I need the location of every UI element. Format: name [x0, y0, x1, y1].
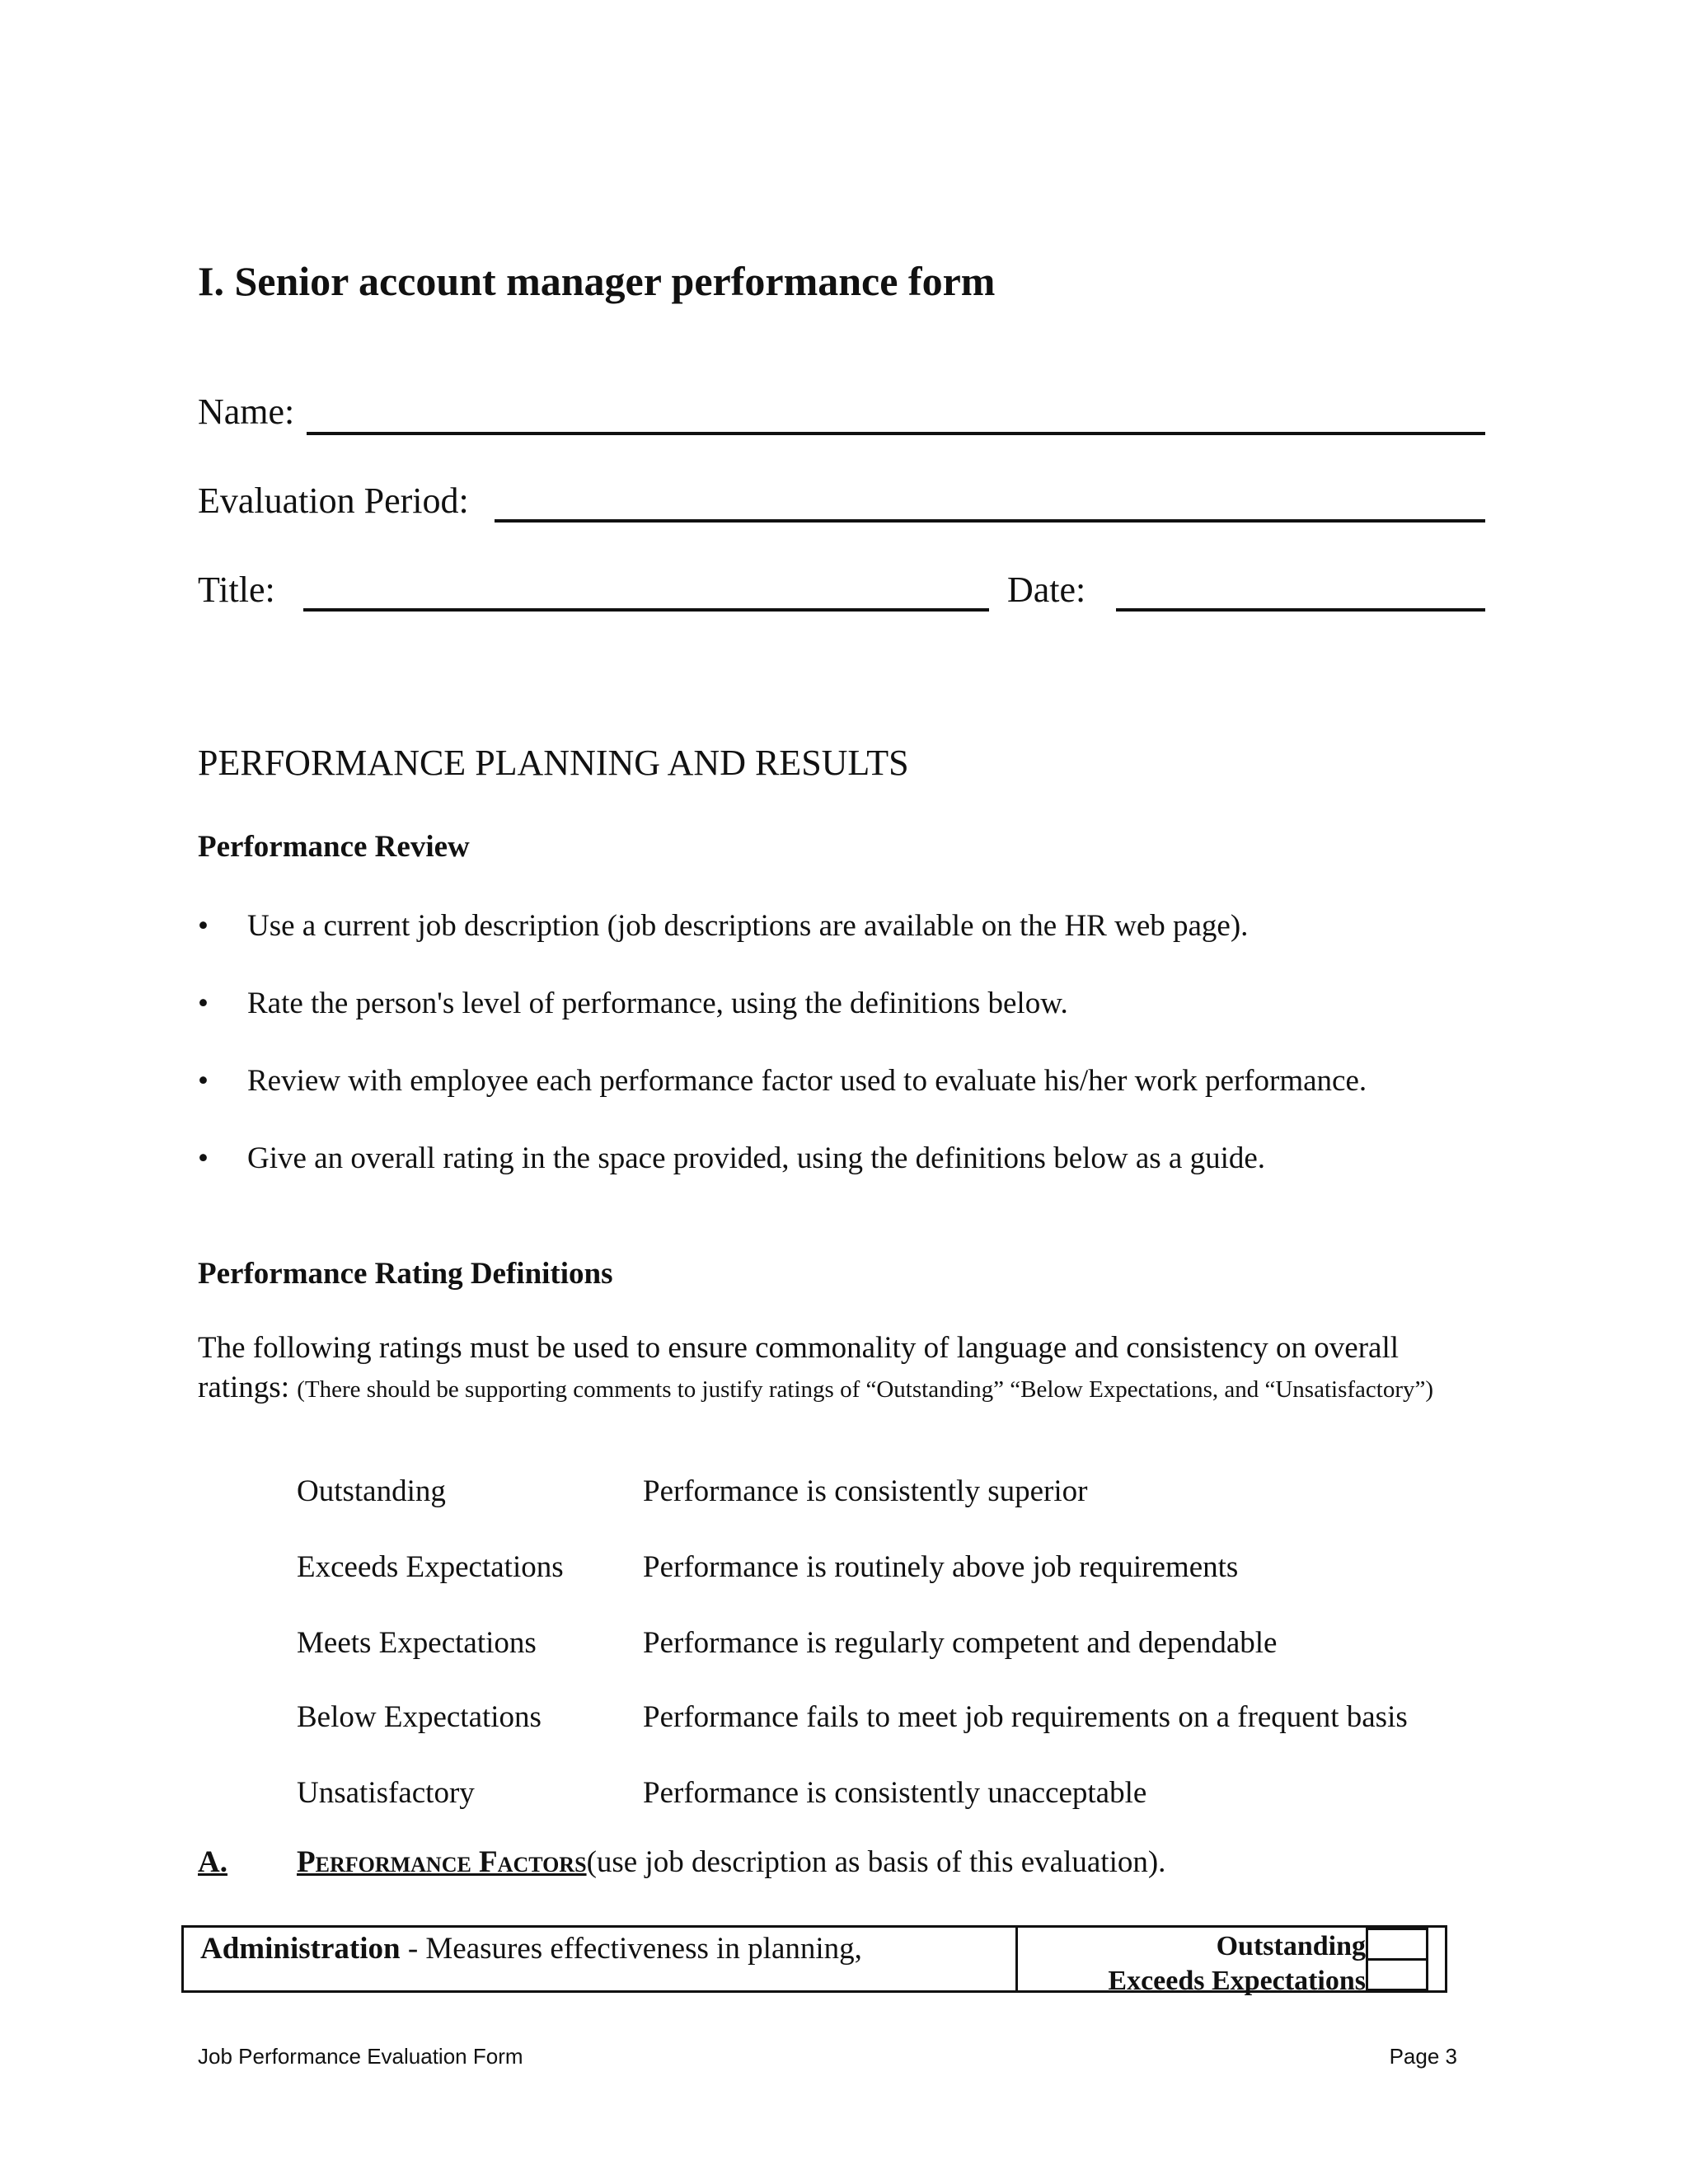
performance-review-heading: Performance Review [198, 830, 470, 864]
factor-description: - Measures effectiveness in planning, [400, 1932, 862, 1966]
rating-definition-exceeds: Performance is routinely above job requirements [643, 1550, 1239, 1584]
factor-title: Performance Factors [297, 1845, 587, 1879]
rating-definitions-heading: Performance Rating Definitions [198, 1257, 613, 1291]
performance-factors-heading [198, 1844, 1165, 1880]
rating-options [1108, 1929, 1366, 1999]
bullet-icon: • [198, 909, 209, 943]
rating-name-exceeds: Exceeds Expectations [297, 1550, 564, 1584]
definitions-intro-text: The following ratings must be used to ensure commonality of language and consistency on overall ratings: [198, 1331, 1400, 1404]
bullet-icon: • [198, 1141, 209, 1175]
factor-letter: A. [198, 1845, 227, 1879]
bullet-icon: • [198, 987, 209, 1020]
title-label: Title: [198, 569, 275, 610]
definitions-intro-note: (There should be supporting comments to justify ratings of “Outstanding” “Below Expectations, and “Unsatisfactory”) [297, 1376, 1434, 1403]
factor-table [181, 1925, 1447, 1996]
exceeds-checkbox[interactable] [1366, 1958, 1428, 1991]
evaluation-period-label: Evaluation Period: [198, 480, 469, 521]
rating-definition-meets: Performance is regularly competent and dependable [643, 1626, 1278, 1660]
date-label: Date: [1007, 569, 1086, 610]
name-field[interactable] [307, 432, 1485, 435]
rating-name-below: Below Expectations [297, 1700, 542, 1734]
bullet-icon: • [198, 1064, 209, 1098]
rating-definition-below: Performance fails to meet job requirements on a frequent basis [643, 1700, 1408, 1734]
section-heading: PERFORMANCE PLANNING AND RESULTS [198, 743, 909, 783]
option-outstanding-label: Outstanding [1216, 1931, 1366, 1961]
rating-name-unsatisfactory: Unsatisfactory [297, 1776, 475, 1810]
definitions-intro [198, 1329, 1484, 1409]
rating-name-outstanding: Outstanding [297, 1474, 446, 1508]
rating-name-meets: Meets Expectations [297, 1626, 537, 1660]
outstanding-checkbox[interactable] [1366, 1928, 1428, 1961]
option-exceeds-label: Exceeds Expectations [1108, 1966, 1366, 1996]
date-field[interactable] [1116, 608, 1485, 612]
footer-page-number: Page 3 [1389, 2044, 1457, 2069]
footer-left: Job Performance Evaluation Form [198, 2044, 523, 2069]
name-label: Name: [198, 391, 295, 432]
factor-label: Administration [200, 1932, 401, 1966]
factor-note: (use job description as basis of this evaluation). [586, 1845, 1166, 1879]
factor-description-cell [184, 1928, 1018, 1990]
rating-definition-unsatisfactory: Performance is consistently unacceptable [643, 1776, 1147, 1810]
title-field[interactable] [303, 608, 989, 612]
evaluation-period-field[interactable] [495, 519, 1485, 523]
rating-definition-outstanding: Performance is consistently superior [643, 1474, 1088, 1508]
form-title: I. Senior account manager performance form [198, 258, 996, 304]
